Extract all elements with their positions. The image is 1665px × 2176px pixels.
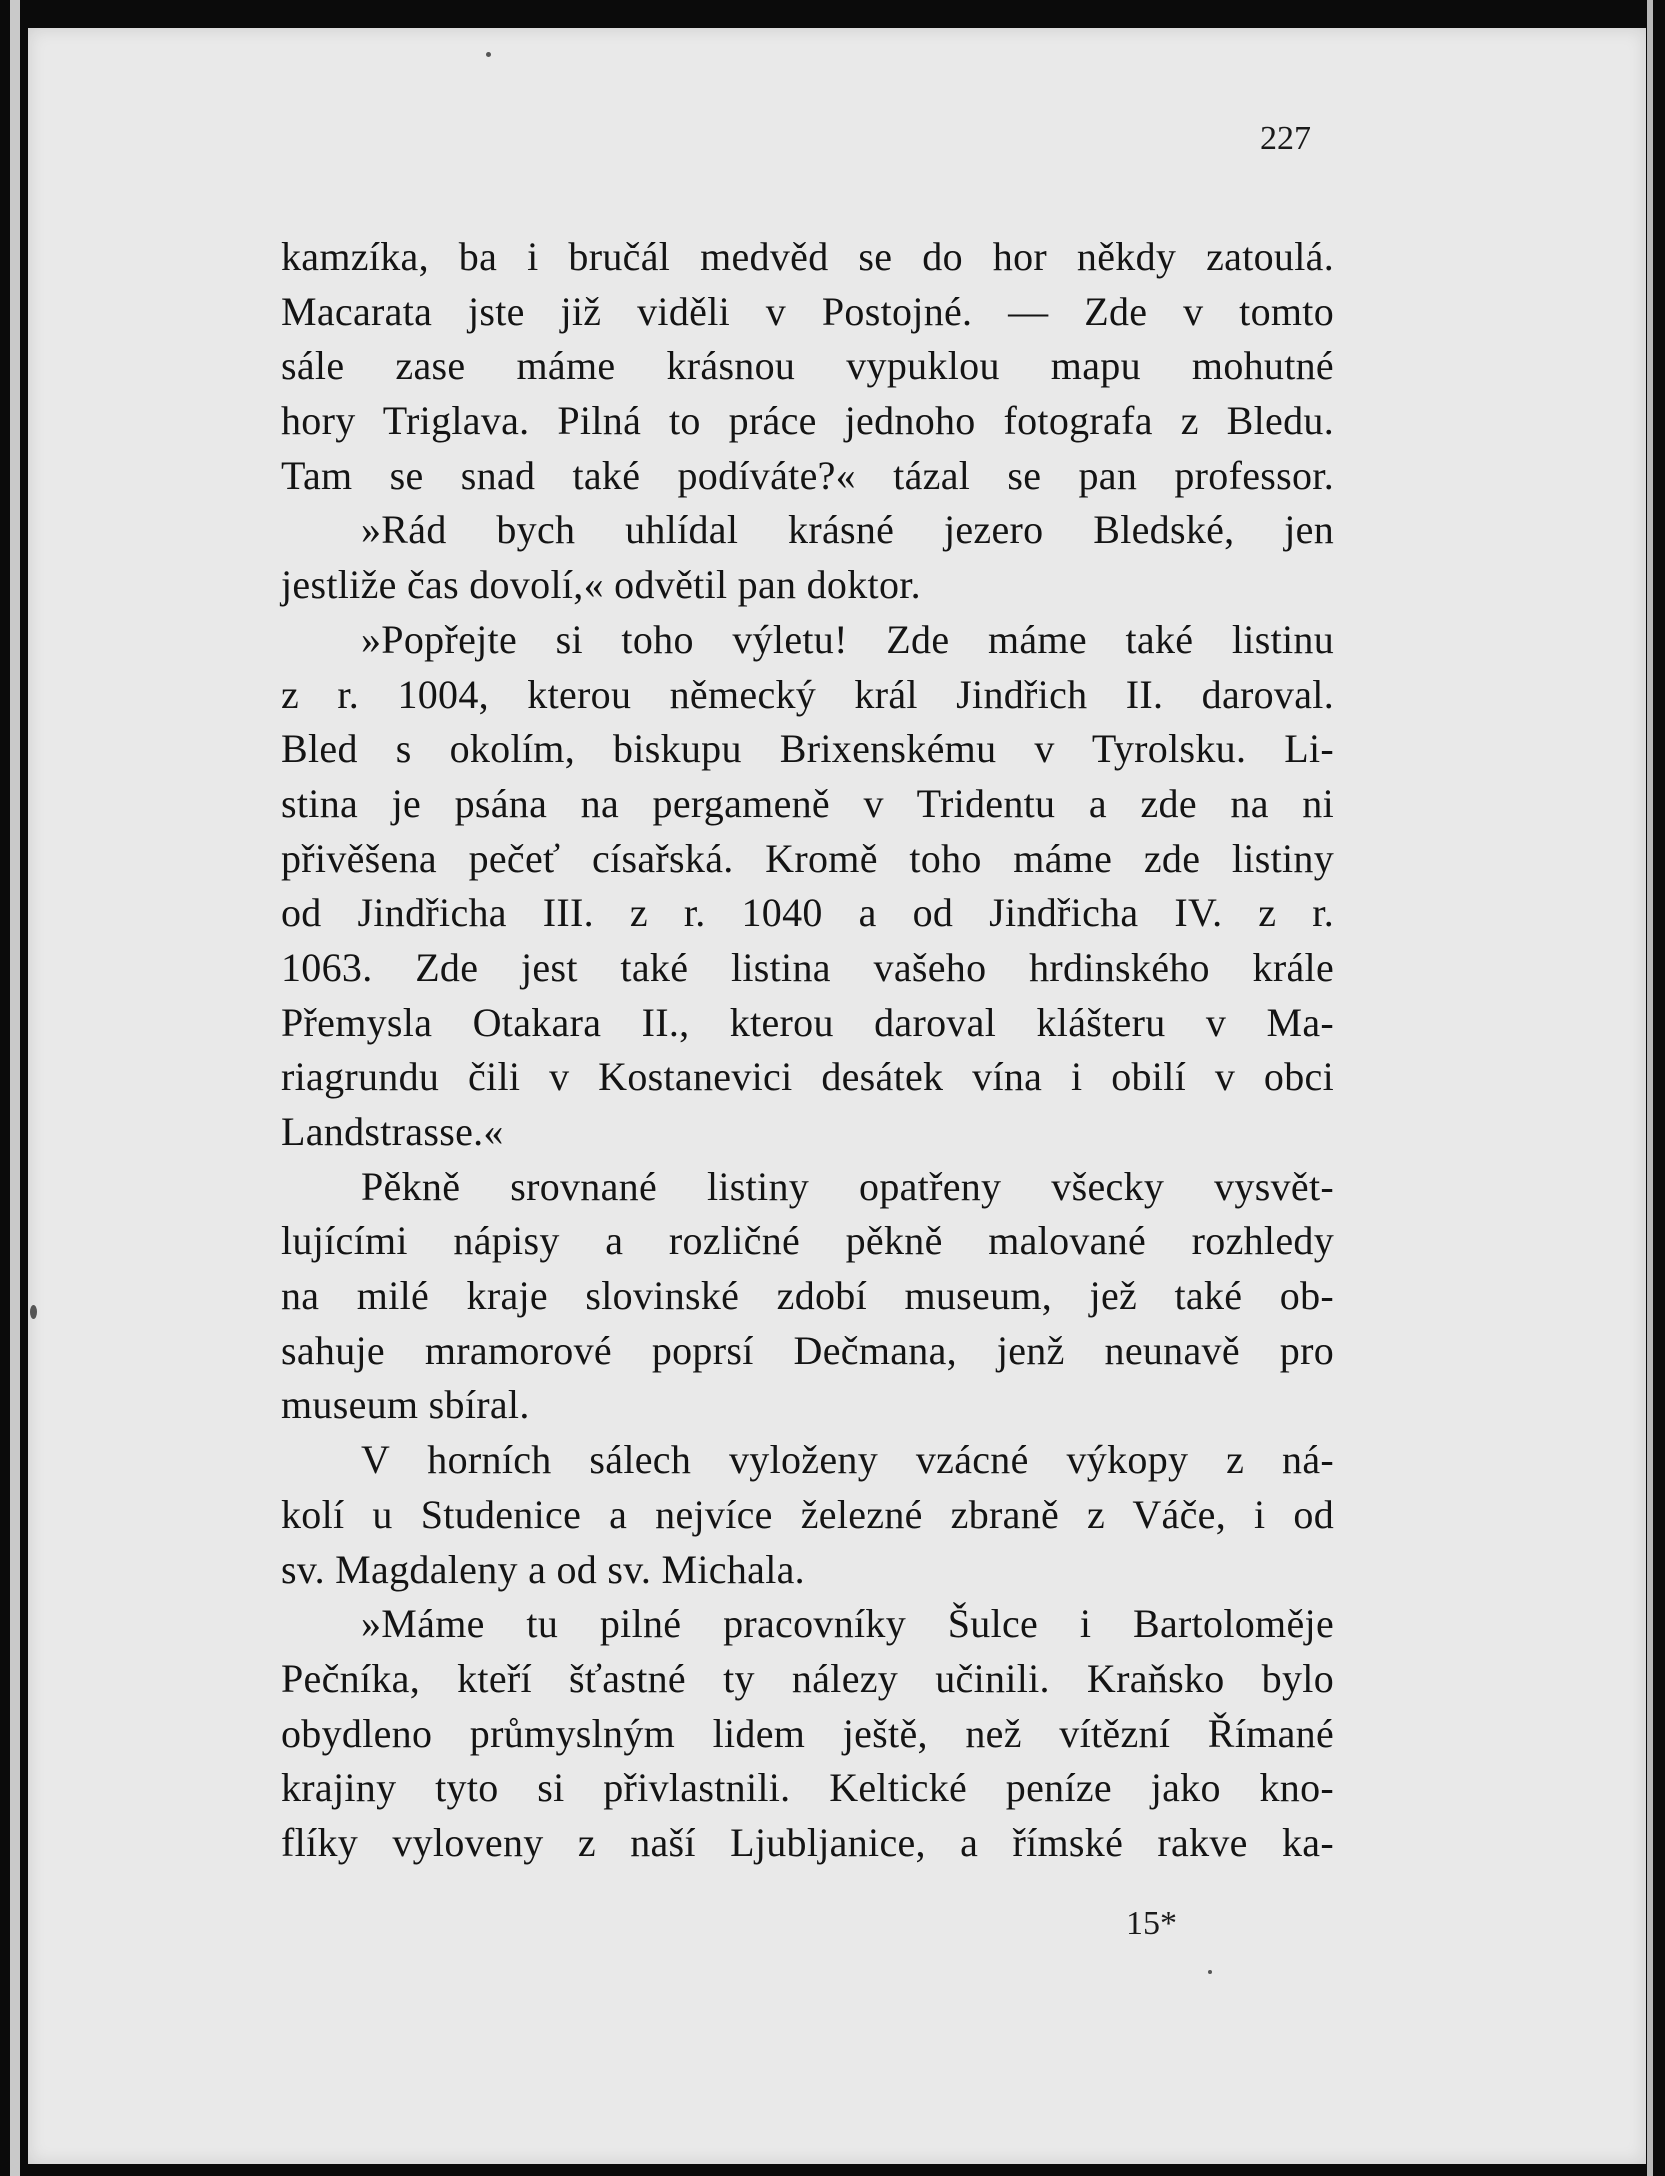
text-line: hory Triglava. Pilná to práce jednoho fotografa z Bledu.	[281, 398, 1334, 444]
text-line: sv. Magdaleny a od sv. Michala.	[281, 1546, 805, 1592]
text-line: »Máme tu pilné pracovníky Šulce i Bartoloměje	[361, 1601, 1334, 1647]
binding-edge	[10, 0, 20, 2176]
text-line: sále zase máme krásnou vypuklou mapu mohutné	[281, 343, 1334, 389]
text-line: sahuje mramorové poprsí Dečmana, jenž neunavě pro	[281, 1327, 1334, 1373]
text-line: riagrundu čili v Kostanevici desátek vína i obilí v obci	[281, 1054, 1334, 1100]
text-line: flíky vyloveny z naší Ljubljanice, a římské rakve ka-	[281, 1819, 1334, 1865]
page-number: 227	[1260, 120, 1311, 157]
text-line: od Jindřicha III. z r. 1040 a od Jindřicha IV. z r.	[281, 890, 1334, 936]
text-line: stina je psána na pergameně v Tridentu a zde na ni	[281, 780, 1334, 826]
text-line: kolí u Studenice a nejvíce železné zbraně z Váče, i od	[281, 1491, 1334, 1537]
text-line: 1063. Zde jest také listina vašeho hrdinského krále	[281, 944, 1334, 990]
text-line: Bled s okolím, biskupu Brixenskému v Tyrolsku. Li-	[281, 726, 1334, 772]
printer-signature-mark: 15*	[1126, 1905, 1177, 1942]
text-line: Macarata jste již viděli v Postojné. — Zde v tomto	[281, 288, 1334, 334]
scan-speck	[30, 1305, 37, 1319]
text-line: V horních sálech vyloženy vzácné výkopy z ná-	[361, 1437, 1334, 1483]
scan-speck	[486, 52, 491, 57]
text-line: kamzíka, ba i bručál medvěd se do hor někdy zatoulá.	[281, 234, 1334, 279]
text-line: Přemysla Otakara II., kterou daroval klášteru v Ma-	[281, 999, 1334, 1045]
body-text	[281, 230, 1334, 1871]
text-line: Tam se snad také podíváte?« tázal se pan professor.	[281, 452, 1334, 498]
text-line: přivěšena pečeť císařská. Kromě toho máme zde listiny	[281, 835, 1334, 881]
text-line: museum sbíral.	[281, 1382, 530, 1428]
text-line: Pečníka, kteří šťastné ty nálezy učinili. Kraňsko bylo	[281, 1655, 1334, 1701]
text-line: z r. 1004, kterou německý král Jindřich II. daroval.	[281, 671, 1334, 717]
text-line: na milé kraje slovinské zdobí museum, jež také ob-	[281, 1273, 1334, 1319]
text-line: jestliže čas dovolí,« odvětil pan doktor.	[281, 562, 921, 608]
text-line: obydleno průmyslným lidem ještě, než vítězní Římané	[281, 1710, 1334, 1756]
page-edge	[1647, 0, 1653, 2176]
text-line: krajiny tyto si přivlastnili. Keltické peníze jako kno-	[281, 1765, 1334, 1811]
text-line: lujícími nápisy a rozličné pěkně malované rozhledy	[281, 1218, 1334, 1264]
text-line: Pěkně srovnané listiny opatřeny všecky vysvět-	[361, 1163, 1334, 1209]
scan-speck	[1208, 1970, 1212, 1974]
text-line: »Rád bych uhlídal krásné jezero Bledské, jen	[361, 507, 1334, 553]
text-line: Landstrasse.«	[281, 1109, 504, 1154]
text-line: »Popřejte si toho výletu! Zde máme také listinu	[361, 616, 1334, 662]
